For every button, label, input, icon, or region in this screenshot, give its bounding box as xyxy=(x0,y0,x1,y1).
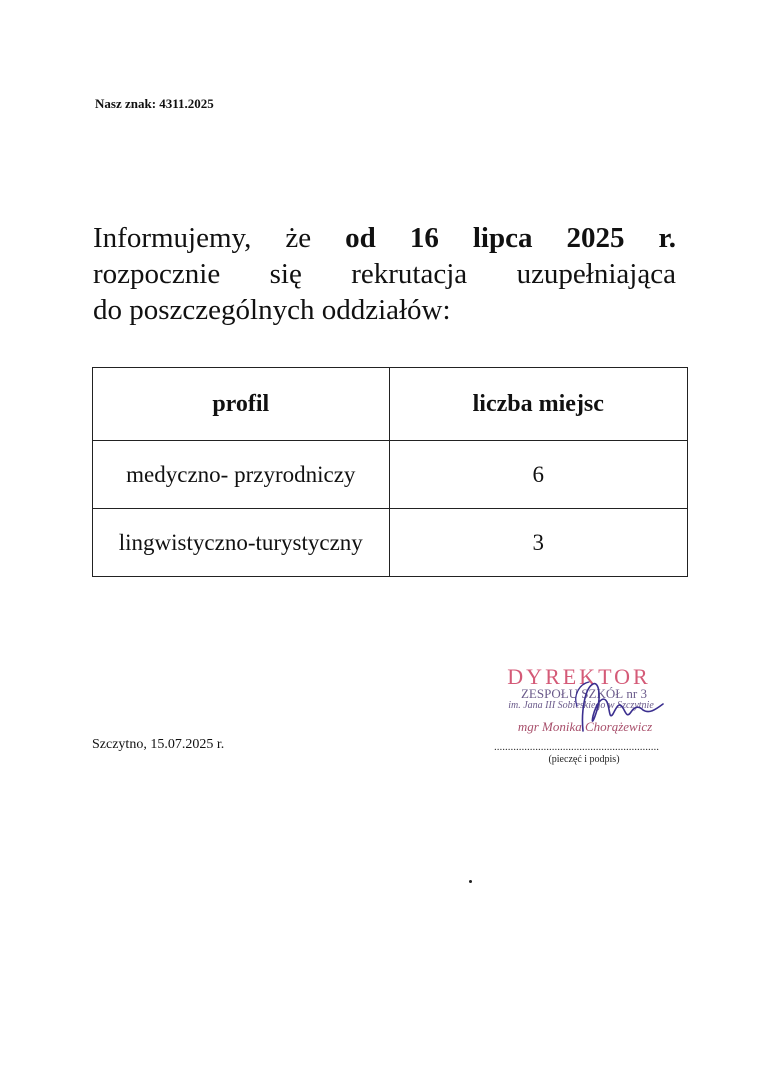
table-row xyxy=(93,441,688,509)
announcement-date-word: od xyxy=(345,222,376,254)
announcement-word: rekrutacja xyxy=(351,258,468,290)
announcement-word: uzupełniająca xyxy=(516,258,676,290)
announcement-word: się xyxy=(269,258,302,290)
table-header-row xyxy=(93,368,688,441)
stamp-title: DYREKTOR xyxy=(507,664,651,689)
profile-cell: lingwistyczno-turystyczny xyxy=(93,509,390,577)
announcement-line-3: do poszczególnych oddziałów: xyxy=(93,294,451,326)
announcement xyxy=(93,220,676,328)
announcement-date-word: r. xyxy=(658,222,676,254)
place-and-date: Szczytno, 15.07.2025 r. xyxy=(92,737,225,752)
announcement-date-word: 2025 xyxy=(566,222,625,254)
handwritten-signature xyxy=(563,676,673,736)
seats-cell: 3 xyxy=(389,509,687,577)
announcement-date-word: lipca xyxy=(472,222,533,254)
table-row xyxy=(93,509,688,577)
announcement-word: że xyxy=(285,222,312,254)
signature-line: ............................................................ xyxy=(494,741,659,753)
reference-number: Nasz znak: 4311.2025 xyxy=(95,96,214,111)
announcement-line-2 xyxy=(93,256,676,292)
stamp-director-name: mgr Monika Chorążewicz xyxy=(517,719,653,734)
announcement-word: Informujemy, xyxy=(93,222,252,254)
stamp-school-name: ZESPOŁU SZKÓŁ nr 3 xyxy=(520,686,648,701)
column-header-profile: profil xyxy=(93,368,390,441)
seats-cell: 6 xyxy=(389,441,687,509)
profiles-table xyxy=(92,367,688,577)
profile-cell: medyczno- przyrodniczy xyxy=(93,441,390,509)
column-header-seats: liczba miejsc xyxy=(389,368,687,441)
announcement-line-1 xyxy=(93,220,676,256)
announcement-word: rozpocznie xyxy=(93,258,221,290)
announcement-date-word: 16 xyxy=(409,222,439,254)
stamp-school-patron: im. Jana III Sobieskiego w Szczytnie xyxy=(508,700,654,711)
signature-label: (pieczęć i podpis) xyxy=(548,754,620,765)
scan-speck xyxy=(469,880,472,883)
